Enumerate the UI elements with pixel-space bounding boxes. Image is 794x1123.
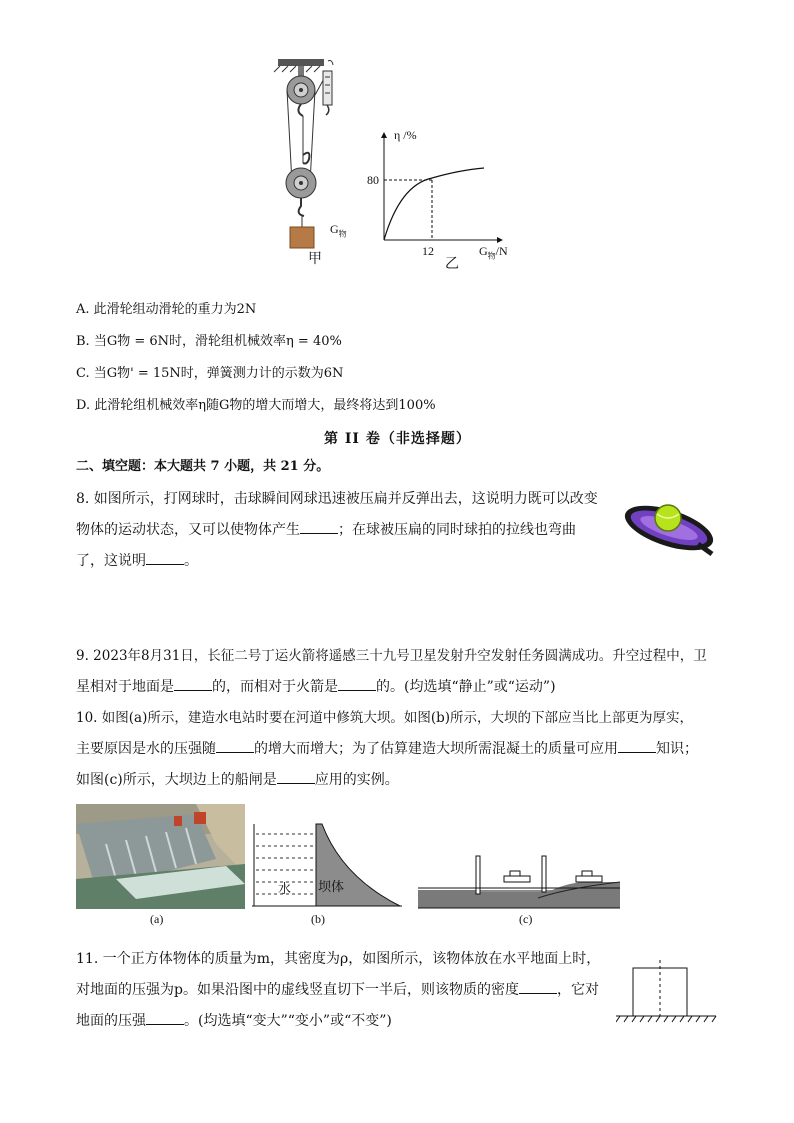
efficiency-curve	[384, 168, 484, 240]
weight-label: $G_物$	[330, 222, 347, 239]
answer-blank	[338, 678, 376, 691]
option-a: A. 此滑轮组动滑轮的重力为2N	[76, 302, 257, 317]
efficiency-graph	[370, 125, 520, 255]
figure-caption-jia: 甲	[308, 251, 322, 267]
dam-cross-section	[252, 822, 402, 910]
caption-a: (a)	[150, 912, 164, 926]
answer-blank	[146, 552, 184, 565]
option-d: D. 此滑轮组机械效率η随G物的增大而增大，最终将达到100%	[76, 398, 436, 413]
answer-blank	[174, 678, 212, 691]
option-b: B. 当G物 = 6N时，滑轮组机械效率η = 40%	[76, 334, 342, 349]
option-c: C. 当G物' = 15N时，弹簧测力计的示数为6N	[76, 366, 344, 381]
caption-b: (b)	[311, 912, 325, 926]
q10-line1: 10. 如图(a)所示，建造水电站时要在河道中修筑大坝。如图(b)所示，大坝的下部应当比上部更为厚实，	[76, 710, 694, 726]
dam-photo	[76, 804, 245, 909]
section-title: 第 II 卷（非选择题）	[324, 431, 471, 447]
answer-blank	[618, 740, 656, 753]
q11-line3: 地面的压强 。(均选填“变大”“变小”或“不变”)	[76, 1013, 392, 1029]
answer-blank	[519, 981, 557, 994]
q8-line1: 8. 如图所示，打网球时，击球瞬间网球迅速被压扁并反弹出去，这说明力既可以改变	[76, 491, 598, 507]
water-label: 水	[278, 882, 292, 897]
dam-label: 坝体	[318, 880, 345, 895]
answer-blank	[216, 740, 254, 753]
q8-line3: 了，这说明 。	[76, 553, 198, 569]
tennis-racket-image	[620, 490, 718, 562]
caption-c: (c)	[519, 912, 533, 926]
q10-line2: 主要原因是水的压强随 的增大而增大；为了估算建造大坝所需混凝土的质量可应用 知识；	[76, 741, 698, 757]
q10-line3: 如图(c)所示，大坝边上的船闸是 应用的实例。	[76, 772, 399, 788]
ship-lock-diagram	[418, 852, 620, 910]
q9-line2: 星相对于地面是 的，而相对于火箭是 的。(均选填“静止”或“运动”)	[76, 679, 556, 695]
q8-line2: 物体的运动状态，又可以使物体产生 ；在球被压扁的同时球拍的拉线也弯曲	[76, 522, 576, 538]
answer-blank	[300, 521, 338, 534]
q11-line2: 对地面的压强为p。如果沿图中的虚线竖直切下一半后，则该物质的密度 ，它对	[76, 982, 599, 998]
answer-blank	[146, 1012, 184, 1025]
q9-line1: 9. 2023年8月31日，长征二号丁运火箭将遥感三十九号卫星发射升空发射任务圆满成功。升空过程中，卫	[76, 648, 707, 664]
q11-line1: 11. 一个正方体物体的质量为m，其密度为ρ，如图所示，该物体放在水平地面上时，	[76, 951, 601, 967]
section-header: 二、填空题：本大题共 7 小题，共 21 分。	[76, 459, 330, 474]
figure-caption-yi: 乙	[445, 256, 459, 272]
x-axis-label: $G_物/N$	[479, 244, 508, 261]
cube-diagram	[616, 958, 718, 1026]
answer-blank	[277, 771, 315, 784]
x-mark-12: 12	[422, 244, 434, 258]
y-mark-80: 80	[367, 173, 379, 187]
y-axis-label: η /%	[394, 128, 417, 142]
